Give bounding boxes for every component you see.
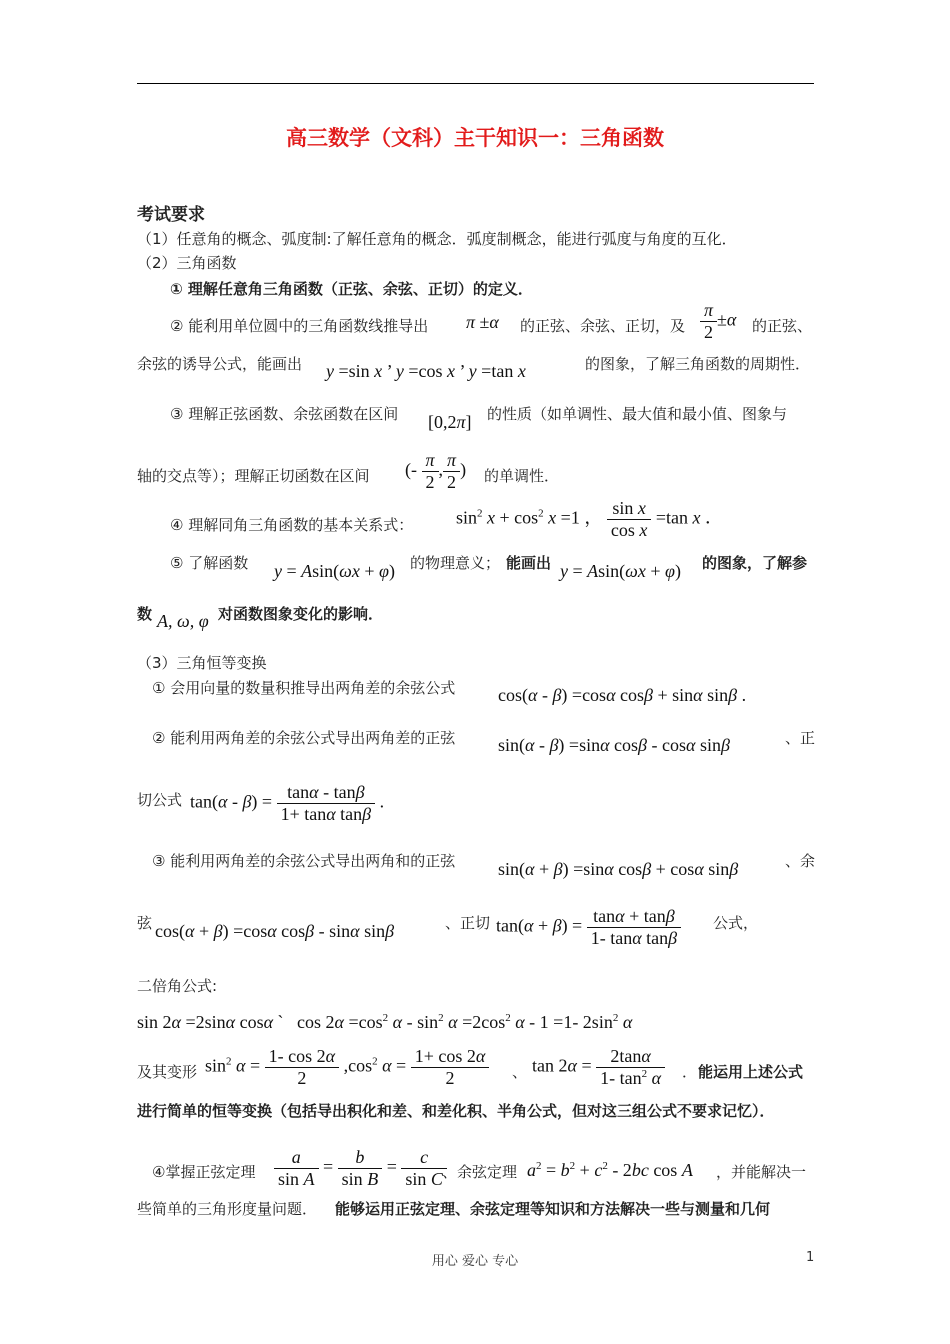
variation-sep: 、 (512, 1063, 528, 1081)
item-2-2a: ② 能利用单位圆中的三角函数线推导出 (170, 317, 429, 335)
formula-identities: $\sin^2 x + \cos^2 x =1$ ， $\frac{\text{sin x}}{\text{cos x}}$ =tan x ． (456, 498, 723, 540)
item-2-2c: 的正弦、 (752, 317, 813, 335)
item-2-3c: 轴的交点等）；理解正切函数在区间 (137, 467, 370, 485)
item-3-3b: 、余 (785, 852, 816, 870)
formula-open-interval: (- $\frac{\pi}{2}$ , $\frac{\pi}{2}$ ) (405, 450, 467, 492)
formula-sine-law: $\frac{a}{\text{sin A}}$ = $\frac{b}{\text{sin B}}$ = $\frac{c}{\text{sin C}}$ (274, 1147, 447, 1190)
item-3-2a: ② 能利用两角差的余弦公式导出两角差的正弦 (152, 729, 456, 747)
item-2-5f: 对函数图象变化的影响． (218, 605, 384, 623)
item-3-3c: 弦 (137, 914, 153, 932)
item-3-3d: 、正切 (445, 914, 491, 932)
double-angle-label: 二倍角公式: (137, 977, 218, 995)
item-3-4d: 些简单的三角形度量问题． (137, 1200, 318, 1218)
page-footer: 用心 爱心 专心 (431, 1254, 519, 1269)
section-heading: 考试要求 (137, 205, 205, 225)
req-3: （3）三角恒等变换 (137, 654, 267, 672)
formula-interval: [0,2π] (428, 412, 472, 432)
variation-end: ． (682, 1063, 698, 1081)
formula-halfpi-alpha: $\frac{\pi}{2}$ ±α (700, 300, 736, 343)
item-3-4b: 、余弦定理 (442, 1163, 518, 1181)
item-3-4a: ④掌握正弦定理 (152, 1163, 256, 1181)
page-title: 高三数学（文科）主干知识一：三角函数 (286, 126, 664, 150)
formula-cos-diff: cos(α - β) =cosα cosβ + sinα sinβ . (498, 685, 747, 705)
item-3-2b: 、正 (785, 729, 816, 747)
formula-sin-sum: sin(α + β) =sinα cosβ + cosα sinβ (498, 859, 739, 879)
req-2: （2）三角函数 (137, 254, 237, 272)
formula-sin-diff: sin(α - β) =sinα cosβ - cosα sinβ (498, 735, 730, 755)
formula-tan-sum: tan(α + β) = $\frac{\tan\alpha + \tan\beta}{\text{1- tanα tanβ}}$ (496, 906, 681, 949)
formula-pi-alpha: π ±α (466, 312, 499, 332)
item-2-4: ④ 理解同角三角函数的基本关系式： (170, 516, 414, 534)
item-2-3a: ③ 理解正弦函数、余弦函数在区间 (170, 405, 399, 423)
item-2-5c: 能画出 (506, 554, 552, 572)
top-rule (137, 83, 814, 84)
variation-bold-1: 能运用上述公式 (698, 1063, 804, 1081)
item-2-3b: 的性质（如单调性、最大值和最小值、图象与 (487, 405, 788, 423)
formula-params: A, ω, φ (157, 611, 209, 631)
variation-bold-2: 进行简单的恒等变换（包括导出积化和差、和差化积、半角公式，但对这三组公式不要求记忆）． (137, 1102, 775, 1120)
item-3-2c: 切公式 (137, 791, 183, 809)
formula-tan-double: tan 2α = $\frac{2\tan\alpha}{1- \tan^2 \alpha}$ (532, 1046, 665, 1089)
item-3-4c: ，并能解决一 (716, 1163, 807, 1181)
page-number: 1 (806, 1250, 815, 1265)
formula-graphs: y =sin x ’ y =cos x ’ y =tan x (326, 361, 526, 381)
formula-variations: $\sin^2 \alpha$ = $\frac{1- \cos 2\alpha}{2}$ $,\cos^2$ α = $\frac{1+ \cos 2\alpha}{2}$ (205, 1046, 489, 1089)
item-2-2d: 余弦的诱导公式，能画出 (137, 355, 303, 373)
item-2-5e: 数 (137, 605, 153, 623)
formula-asin-1: y = Asin(ωx + φ) (274, 561, 395, 581)
item-2-5a: ⑤ 了解函数 (170, 554, 249, 572)
item-2-5b: 的物理意义； (410, 554, 501, 572)
item-2-2b: 的正弦、余弦、正切，及 (520, 317, 686, 335)
item-3-3e: 公式， (713, 914, 759, 932)
formula-cosine-law: $a^2 = b^2 + c^2 - 2bc$ cos A (527, 1160, 693, 1180)
formula-asin-2: y = Asin(ωx + φ) (560, 561, 681, 581)
formula-tan-diff: tan(α - β) = $\frac{\tan\alpha - \tan\beta}{\text{1+ tanα tanβ}}$ . (190, 782, 385, 824)
item-2-2e: 的图象，了解三角函数的周期性． (585, 355, 811, 373)
item-3-4e: 能够运用正弦定理、余弦定理等知识和方法解决一些与测量和几何 (335, 1200, 771, 1218)
item-3-1: ① 会用向量的数量积推导出两角差的余弦公式 (152, 679, 456, 697)
formula-double-angle: sin 2α =2sinα cosα ` $\cos 2\alpha =\cos^2$ $\alpha - \sin^2 \alpha =2\cos^2$ α - 1 =1- $2\sin^2$ α (137, 1012, 633, 1032)
item-2-5d: 的图象，了解参 (702, 554, 808, 572)
item-3-3a: ③ 能利用两角差的余弦公式导出两角和的正弦 (152, 852, 456, 870)
req-1: （1）任意角的概念、弧度制:了解任意角的概念．弧度制概念，能进行弧度与角度的互化． (137, 230, 737, 248)
formula-cos-sum: cos(α + β) =cosα cosβ - sinα sinβ (155, 921, 395, 941)
variation-label: 及其变形 (137, 1063, 198, 1081)
item-2-3d: 的单调性． (484, 467, 560, 485)
item-2-1: ① 理解任意角三角函数（正弦、余弦、正切）的定义． (170, 280, 533, 298)
